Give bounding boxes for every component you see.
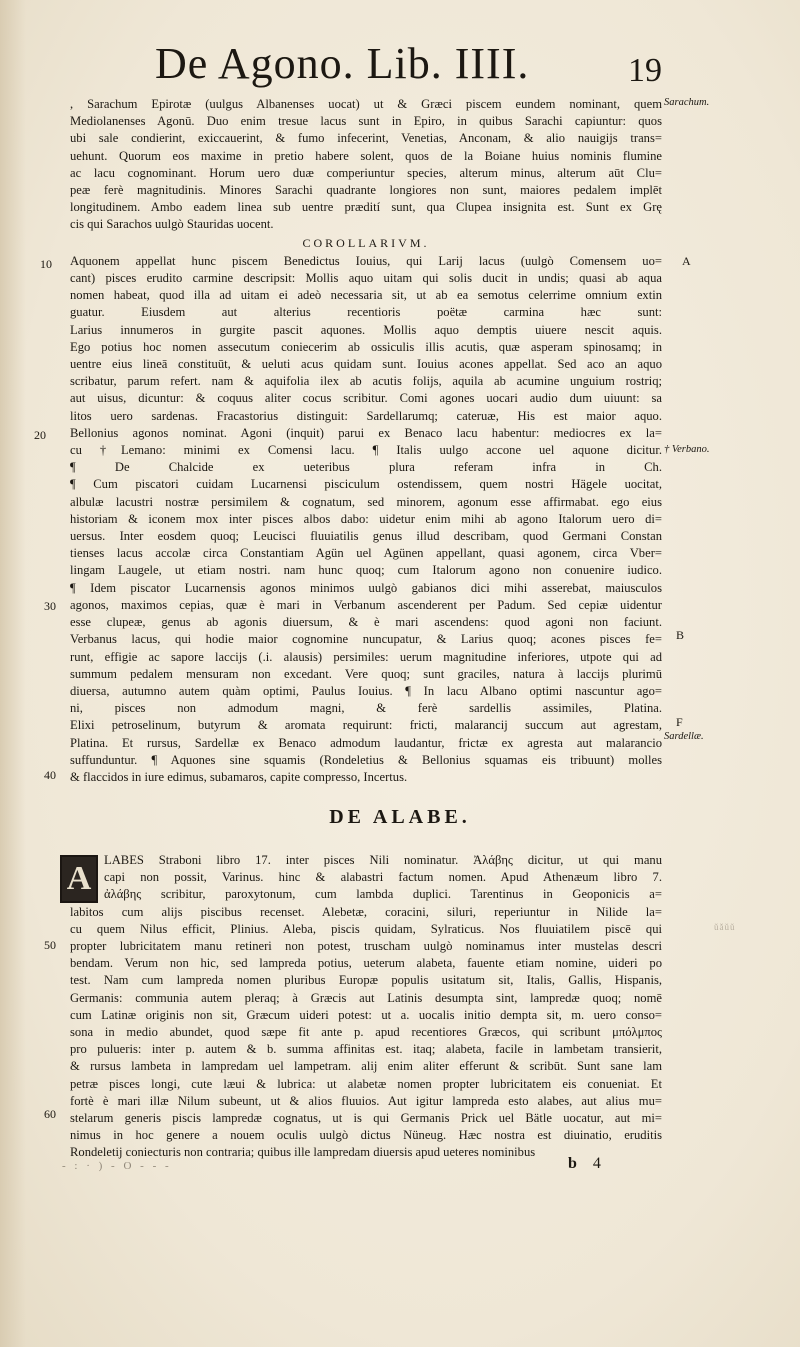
line-number-50: 50 — [44, 938, 56, 952]
text-line: suffunduntur. ¶ Aquones sine squamis (Rondeletius & Bellonius squamas eis tribuunt) molles — [70, 752, 662, 767]
text-line: LABES Straboni libro 17. inter pisces Nili nominatur. Ἀλάβης dicitur, ut qui manu — [104, 853, 662, 867]
text-line: ac lacu cognominant. Horum uero duæ comperiuntur species, alterum minus, alterum aūt Clu= — [70, 165, 662, 180]
text-line: , Sarachum Epirotæ (uulgus Albanenses uocat) ut & Græci piscem eundem nominant, quem — [70, 97, 662, 111]
margin-letter-a: A — [682, 254, 691, 268]
text-line: cu †Lemano: minimi ex Comensi lacu. ¶ Italis uulgo accone uel aquone dicitur. — [70, 443, 662, 458]
gutter-shadow — [0, 0, 26, 1347]
section-title-de-alabe: DE ALABE. — [329, 806, 471, 828]
alabe-text — [70, 852, 662, 1162]
text-line: Mediolanenses Agonū. Duo enim tresue lacus sunt in Epiro, in quibus Sarachi capiuntur: quos — [70, 114, 662, 129]
text-line: litos uero sardenas. Fracastorius distinguit: Sardellarumq; cateruæ, His est maior aquo. — [70, 408, 662, 423]
text-line: Larius innumeros in gurgite pascit aquones. Mollis aquo demptis uiuere nescit aquis. — [70, 322, 662, 337]
agonus-text-block — [70, 96, 662, 786]
text-line: ¶ Idem piscator Lucarnensis agonos minimos uulgò gabianos dici mihi asserebat, maiusculos — [70, 580, 662, 595]
margin-note-sardellae: Sardellæ. — [664, 731, 704, 742]
corollarium-text — [70, 253, 662, 786]
text-line: historiam & iconem mox inter pisces albos dabo: uidetur enim mihi ab agono Italorum uero di= — [70, 511, 662, 526]
corollarium-heading: COROLLARIVM. — [302, 235, 430, 250]
text-line: cum Latinæ originis non sit, Græcum uideri potest: ut a. uocalis initio dempta sit, m. uero conso= — [70, 1007, 662, 1022]
text-line: propter lubricitatem manu retineri non potest, truscham uulgò nominamus inter mustelas descri — [70, 939, 662, 954]
text-line: ¶ De Chalcide ex ueteribus plura referam infra in Ch. — [70, 460, 662, 475]
text-line: longitudinem. Ambo eadem linea sub uentre prædití sunt, qua Clupea insignita est. Sunt ex Grę — [70, 200, 662, 215]
signature-mark — [568, 1155, 603, 1173]
text-line: bendam. Verum non hic, sed lampreda potius, ueterum alabeta, fauente etiam nomine, uideri po — [70, 956, 662, 971]
text-line: uentre eius lineā constituūt, & ueluti acus quidam sunt. Iouius acones appellat. Sed aco an aquo — [70, 357, 662, 372]
signature-number: 4 — [592, 1155, 603, 1172]
text-line: Germanis: communia autem pleraq; à Græcis aut Latinis desumpta sint, lampredæ quoq; nomē — [70, 990, 662, 1005]
text-line: Platina. Et rursus, Sardellæ ex Benaco admodum laudantur, frictæ ex agresta aut malarancio — [70, 735, 662, 750]
text-line: esse clupeæ, genus ab agonis diuersum, & è mari ascendens: quod agoni non faciunt. — [70, 615, 662, 630]
faint-mark-bottom: ‑ : · ) ‑ O ‑ ‑ ‑ — [62, 1160, 172, 1172]
text-line: fortè è mari illæ Nilum subeunt, ut & alios fluuios. Aut igitur lampreda esto alabes, aut alius mu= — [70, 1093, 662, 1108]
margin-letter-f: F — [676, 715, 683, 729]
margin-letter-b: B — [676, 628, 685, 642]
text-line: diuersa, autumno autem quàm optimi, Paulus Iouius. ¶ In lacu Albano optimi nascuntur ago= — [70, 683, 662, 698]
text-line: labitos cum alijs piscibus recenset. Alebetæ, coracini, siluri, reperiuntur in Nilide la= — [70, 904, 662, 919]
text-line: stelarum generis piscis lampredæ cognatus, ut is qui Germanis Prick uel Bätle uocatur, aut mi= — [70, 1111, 662, 1126]
text-line: summum pedalem mensuram non excedant. Vere quoq; sunt graciles, natura à laccijs plurimū — [70, 666, 662, 681]
signature-letter: b — [568, 1155, 579, 1172]
text-line: scribatur, parum refert. nam & aquifolia ilex ab acutis folijs, aquila ab acumine unguium rostriq; — [70, 374, 662, 389]
text-line: sona in medio abundet, quod sæpe fit ante p. apud recentiores Græcos, qui scribunt μπόλμπος — [70, 1025, 662, 1040]
text-line: lingam Laugele, ut etiam nostri. nam hunc quoq; cum Italorum agono non conuenire iudico. — [70, 563, 662, 578]
folio-number: 19 — [628, 52, 662, 89]
text-line: Bellonius agonos nominat. Agoni (inquit) parui ex Benaco lacu habentur: mediocres ex la= — [70, 425, 662, 440]
line-number-60: 60 — [44, 1107, 56, 1121]
text-line: albulæ lacustri nostræ persimilem & cognatum, sed minorem, agonum esse affirmabat. ego eius — [70, 494, 662, 509]
text-line: runt, effigie ac sapore laccijs (.i. alausis) persimiles: uerum magnitudine inferiores, utpote qui ad — [70, 649, 662, 664]
agonus-intro — [70, 96, 662, 234]
text-line: nimus in hoc genere a nouem oculis uulgò dictus Nüneug. Hæc nostra est diuinatio, eruditis — [70, 1128, 662, 1143]
text-line: ¶ Cum piscatori cuidam Lucarnensi pisciculum ostendissem, quem nostri Hägele uocitat, — [70, 477, 662, 492]
text-line: cis qui Sarachos uulgò Stauridas uocent. — [70, 217, 274, 232]
alabe-text-block — [66, 852, 662, 1162]
text-line: uersus. Inter eosdem quoq; Leucisci fluuiatilis genus illud describam, quod Germani Constan — [70, 529, 662, 544]
text-line: peæ ferè magnitudinis. Minores Sarachi quadrante longiores non sunt, maiores pedalem implēt — [70, 183, 662, 198]
text-line: guatur. Eiusdem aut alterius recentioris poëtæ carmina hæc sunt: — [70, 305, 662, 320]
text-line: & flaccidos in iure edimus, subamaros, capite compresso, Incertus. — [70, 769, 408, 784]
text-line: pro pulueris: inter p. autem & b. summa affinitas est. itaq; alabeta, facile in lambetam transierit, — [70, 1042, 662, 1057]
text-line: capi non possit, Varinus. hinc & alabastri factum nomen. Apud Athenæum libro 7. — [104, 870, 662, 885]
line-number-10: 10 — [40, 257, 52, 271]
text-line: petræ pisces longi, cute læui & lubrica: ut alabetæ nomen propter lubricitatem eis conueniat. Et — [70, 1076, 662, 1091]
margin-note-sarachum: Sarachum. — [664, 97, 710, 108]
text-line: uehunt. Quorum eos maxime in pretio habere solent, quos de la Boiane huius nominis flumine — [70, 148, 662, 163]
line-number-30: 30 — [44, 599, 56, 613]
text-line: agonos, maximos cepias, quæ è mari in Verbanum ascenderent per Padum. Sed cepiæ uidentur — [70, 597, 662, 612]
text-line: Elixi petroselinum, butyrum & aromata requirunt: fricti, malarancij succum aut agrestam, — [70, 718, 662, 733]
text-line: & rursus lambeta in lampredam uel lampetram. alij enim aliter efferunt & scribūt. Sunt sane lam — [70, 1059, 662, 1074]
text-line: tienses lacus accolæ circa Constantiam Agün uel Agünen appellant, quasi agonem, circa Vber= — [70, 546, 662, 561]
text-line: cant) pisces erudito carmine descripsit: Mollis aquo uitam qui solis ducit in undis; quasi ab aqua — [70, 271, 662, 286]
text-line: Rondeletij coniecturis non contraria; quibus ille lampredam diuersis apud ueteres nominibus — [70, 1145, 536, 1160]
decorated-initial: A — [60, 855, 98, 903]
text-line: Aquonem appellat hunc piscem Benedictus Iouius, qui Larij lacus (uulgò Comensem uo= — [70, 253, 662, 268]
line-number-40: 40 — [44, 768, 56, 782]
text-line: test. Nam cum lampreda nomen pluribus Europæ populis usitatum sit, Italis, Gallis, Hispanis, — [70, 973, 662, 988]
text-line: ἀλάβης scribitur, paroxytonum, cum lambda duplici. Tarentinus in Geoponicis a= — [104, 887, 662, 902]
running-head: De Agono. Lib. IIII. — [155, 39, 530, 88]
text-line: nomen habeat, quod illa ad uitam ei adeò necessaria sit, ut ab ea semotus celerrime omnium extin — [70, 288, 662, 303]
text-line: ubi sale condierint, exiccauerint, & fumo infecerint, Venetias, Anconam, & alio nauigijs trans= — [70, 131, 662, 146]
text-line: ni, pisces non admodum magni, & ferè sardellis assimiles, Platina. — [70, 701, 662, 716]
text-line: Ego potius hoc nomen assecutum coniecerim ab ossiculis illis acutis, quæ asperam spinosamq; in — [70, 339, 662, 354]
line-number-20: 20 — [34, 428, 46, 442]
text-line: cu quem Nilus efficit, Plinius. Aleba, piscis quidam, Sylraticus. Nos fluuiatilem piscē qui — [70, 921, 662, 936]
text-line: Verbanus lacus, qui hodie maior cognomine nuncupatur, & Larius quoq; acones pisces fe= — [70, 632, 662, 647]
text-line: aut uisus, dicuntur: & coquus aliter cocus scribitur. Comi agones uocari audio dum uiuunt: sa — [70, 391, 662, 406]
margin-note-verbano: † Verbano. — [664, 444, 710, 455]
bleed-through-mark: ǔǎǔǔ — [714, 922, 736, 932]
